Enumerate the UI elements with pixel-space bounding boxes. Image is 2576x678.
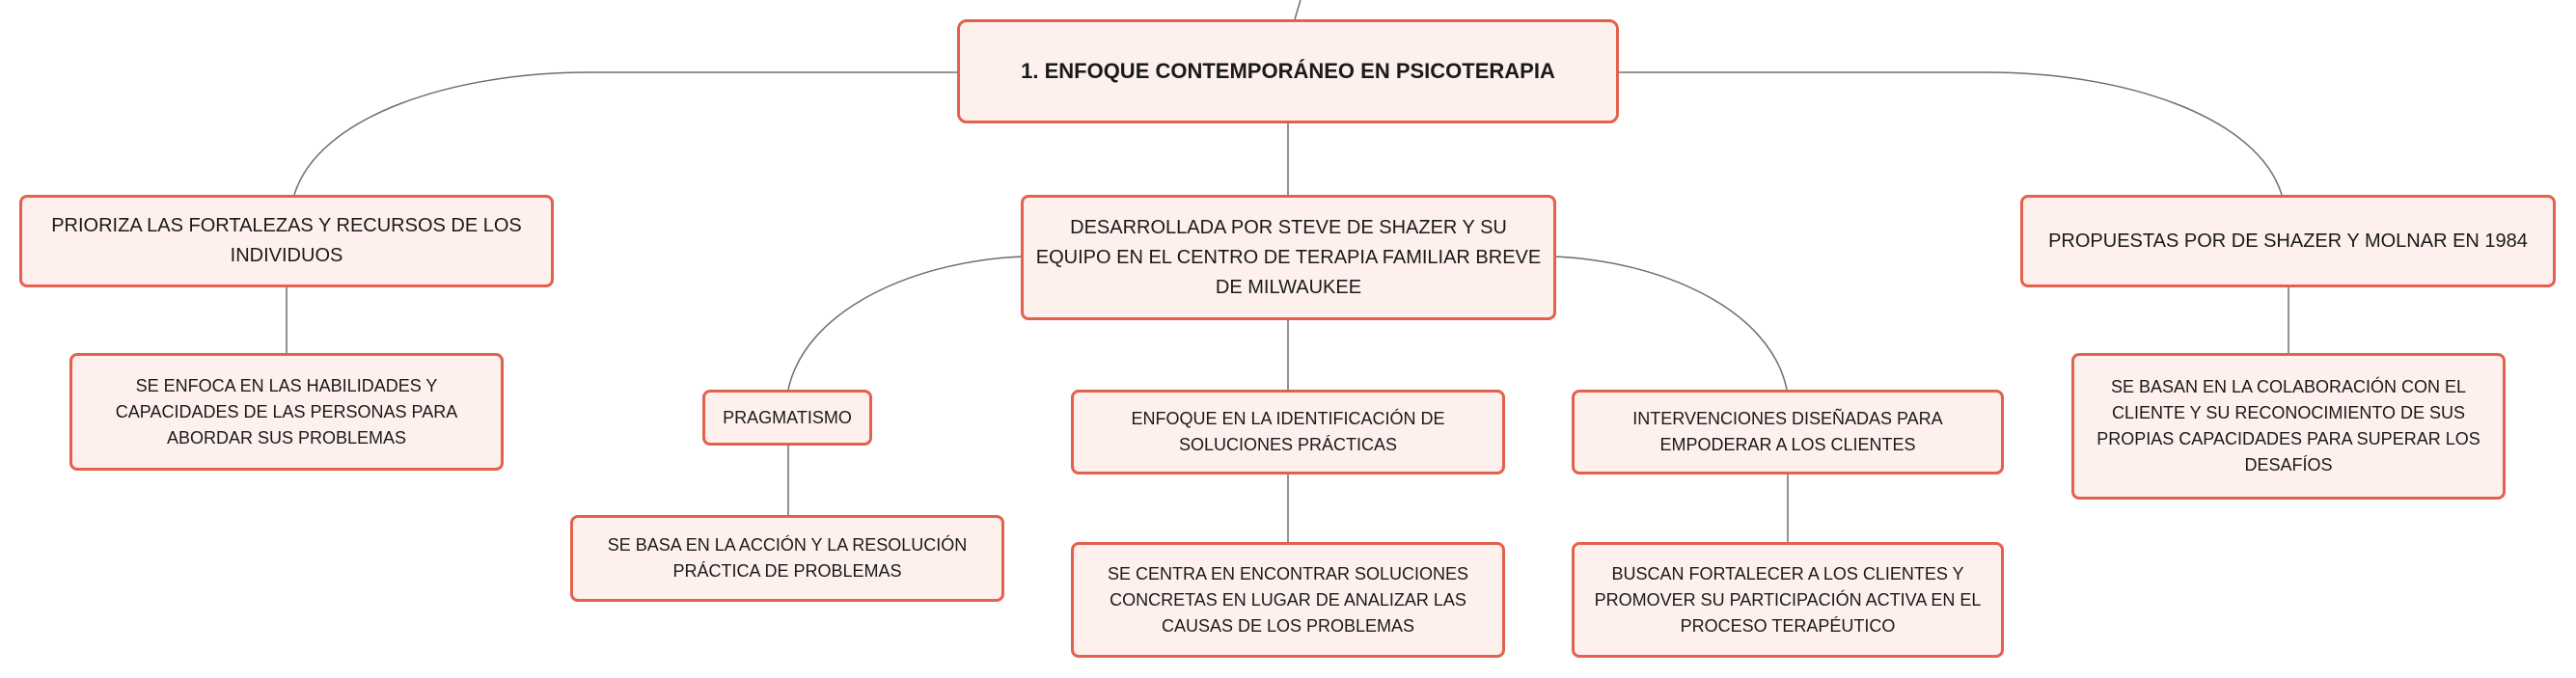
intervenciones-label: INTERVENCIONES DISEÑADAS PARA EMPODERAR A LOS CLIENTES	[1632, 409, 1943, 454]
pragmatismo-detail-node[interactable]	[570, 515, 1004, 602]
branch-fortalezas-label: PRIORIZA LAS FORTALEZAS Y RECURSOS DE LOS INDIVIDUOS	[51, 215, 522, 266]
soluciones-detail-node[interactable]	[1071, 542, 1505, 658]
soluciones-detail-label: SE CENTRA EN ENCONTRAR SOLUCIONES CONCRETAS EN LUGAR DE ANALIZAR LAS CAUSAS DE LOS PROBLEMAS	[1107, 563, 1469, 636]
fortalezas-detail-node[interactable]	[69, 353, 504, 471]
branch-propuestas-node[interactable]	[2020, 195, 2556, 287]
connector-parent-root	[1295, 0, 1301, 19]
fortalezas-detail-label: SE ENFOCA EN LAS HABILIDADES Y CAPACIDADES DE LAS PERSONAS PARA ABORDAR SUS PROBLEMAS	[115, 375, 458, 447]
branch-shazer-node[interactable]	[1021, 195, 1556, 320]
pragmatismo-detail-label: SE BASA EN LA ACCIÓN Y LA RESOLUCIÓN PRÁCTICA DE PROBLEMAS	[607, 535, 968, 581]
branch-fortalezas-node[interactable]	[19, 195, 554, 287]
intervenciones-detail-label: BUSCAN FORTALECER A LOS CLIENTES Y PROMOVER SU PARTICIPACIÓN ACTIVA EN EL PROCESO TERAPÉUTICO	[1594, 563, 1982, 636]
branch-propuestas-label: PROPUESTAS POR DE SHAZER Y MOLNAR EN 1984	[2048, 230, 2528, 252]
connector-root-propuestas	[1619, 72, 2282, 195]
soluciones-label: ENFOQUE EN LA IDENTIFICACIÓN DE SOLUCIONES PRÁCTICAS	[1131, 409, 1445, 454]
connector-shazer-intervenciones	[1553, 257, 1787, 390]
connector-root-fortalezas	[294, 72, 957, 195]
pragmatismo-node[interactable]	[702, 390, 872, 446]
root-node-label: 1. ENFOQUE CONTEMPORÁNEO EN PSICOTERAPIA	[1021, 59, 1555, 83]
soluciones-node[interactable]	[1071, 390, 1505, 475]
intervenciones-node[interactable]	[1572, 390, 2004, 475]
propuestas-detail-label: SE BASAN EN LA COLABORACIÓN CON EL CLIENTE Y SU RECONOCIMIENTO DE SUS PROPIAS CAPACIDADES PARA SUPERAR LOS DESAFÍOS	[2096, 377, 2480, 475]
root-node[interactable]	[957, 19, 1619, 123]
intervenciones-detail-node[interactable]	[1572, 542, 2004, 658]
connector-shazer-pragmatismo	[788, 257, 1024, 390]
propuestas-detail-node[interactable]	[2071, 353, 2506, 500]
branch-shazer-label: DESARROLLADA POR STEVE DE SHAZER Y SU EQUIPO EN EL CENTRO DE TERAPIA FAMILIAR BREVE DE MILWAUKEE	[1035, 216, 1542, 298]
pragmatismo-label: PRAGMATISMO	[723, 407, 852, 427]
